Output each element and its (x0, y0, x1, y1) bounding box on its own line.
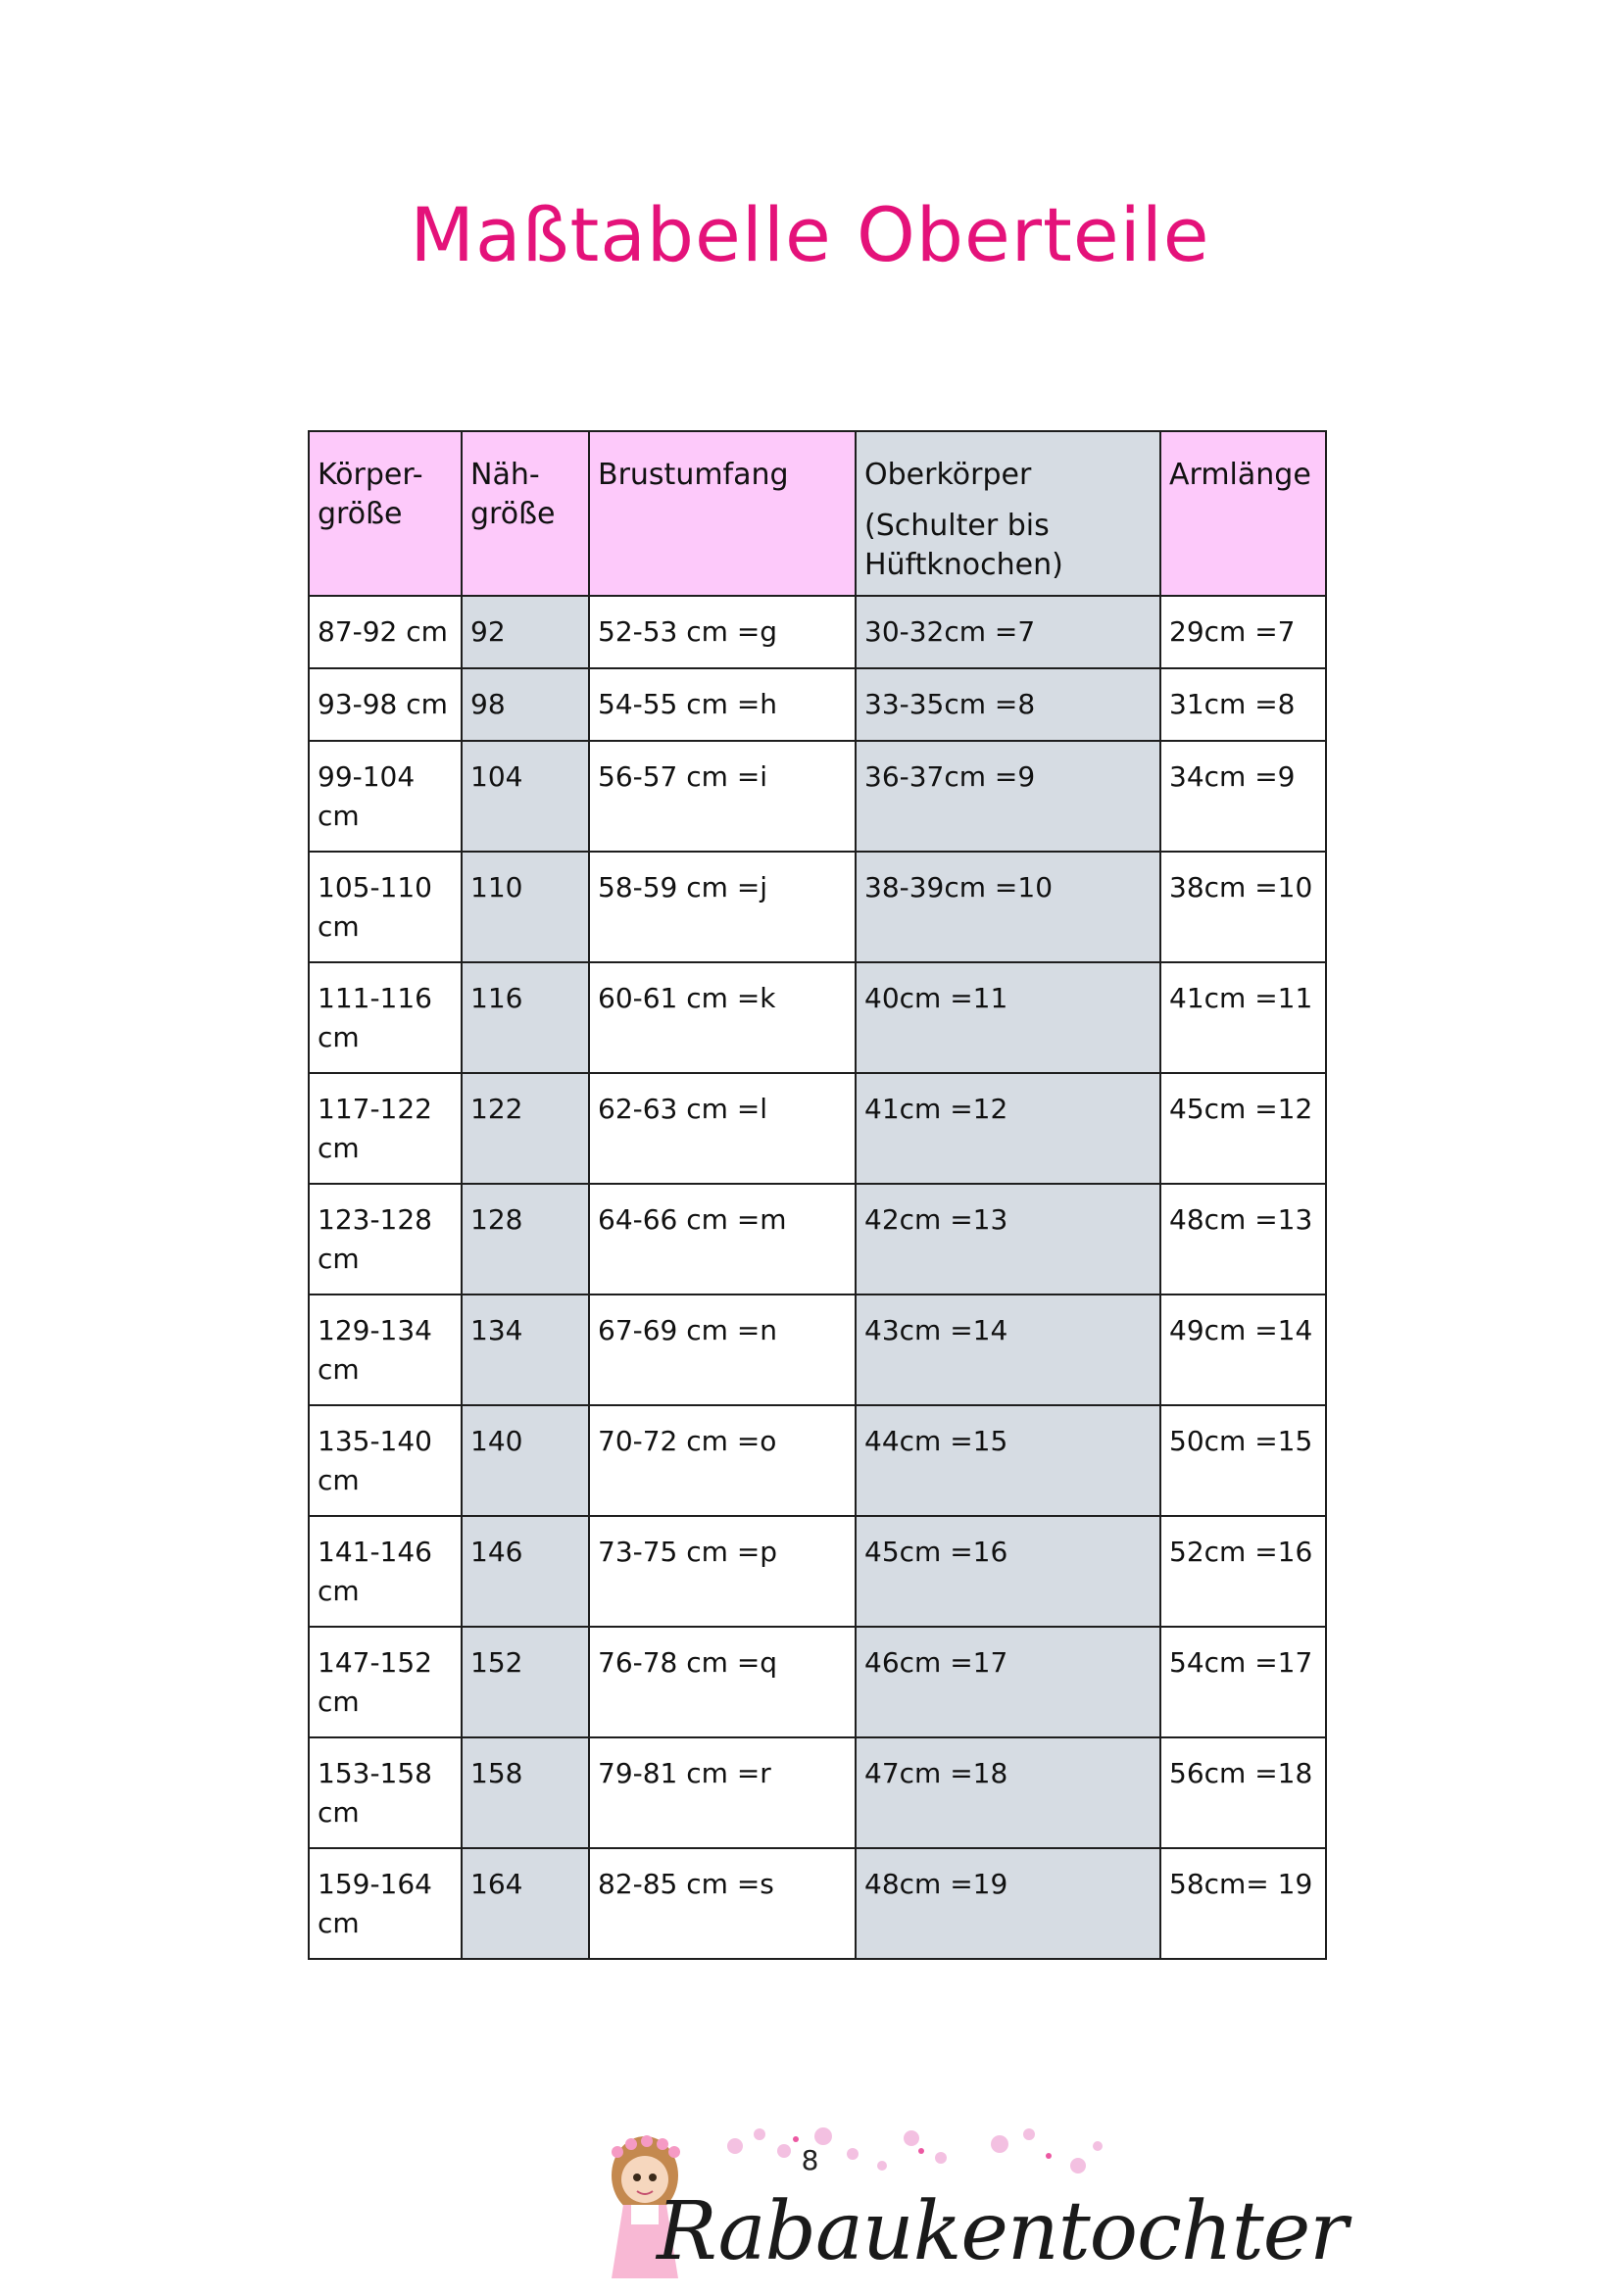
cell-ober: 45cm =16 (856, 1516, 1160, 1627)
cell-arm: 50cm =15 (1160, 1405, 1326, 1516)
cell-line: cm (318, 1907, 360, 1939)
cell-arm: 45cm =12 (1160, 1073, 1326, 1184)
cell-naeh: 104 (462, 741, 589, 852)
cell-koerper (309, 1405, 462, 1516)
page-number: 8 (801, 2144, 819, 2176)
cell-arm: 49cm =14 (1160, 1295, 1326, 1405)
cell-ober: 33-35cm =8 (856, 668, 1160, 741)
cell-koerper (309, 1848, 462, 1959)
cell-naeh: 146 (462, 1516, 589, 1627)
cell-brust: 73-75 cm =p (589, 1516, 856, 1627)
cell-ober: 46cm =17 (856, 1627, 1160, 1737)
table-row (309, 962, 1326, 1073)
cell-line: cm (318, 1685, 360, 1718)
cell-brust: 70-72 cm =o (589, 1405, 856, 1516)
cell-line: cm (318, 1464, 360, 1496)
table-row (309, 1073, 1326, 1184)
cell-line: 117-122 (318, 1093, 432, 1125)
cell-line: cm (318, 910, 360, 943)
table-row (309, 741, 1326, 852)
column-header (1160, 431, 1326, 596)
table-row (309, 1295, 1326, 1405)
cell-ober: 43cm =14 (856, 1295, 1160, 1405)
cell-line: 147-152 (318, 1646, 432, 1679)
cell-naeh: 92 (462, 596, 589, 668)
cell-line: 129-134 (318, 1314, 432, 1346)
cell-line: 105-110 (318, 871, 432, 904)
cell-brust: 52-53 cm =g (589, 596, 856, 668)
cell-koerper (309, 962, 462, 1073)
cell-naeh: 152 (462, 1627, 589, 1737)
table-row (309, 1516, 1326, 1627)
cell-brust: 64-66 cm =m (589, 1184, 856, 1295)
column-header-line: Armlänge (1169, 458, 1311, 492)
cell-brust: 56-57 cm =i (589, 741, 856, 852)
table-row (309, 668, 1326, 741)
column-header-line: größe (470, 497, 556, 531)
column-header-line: Näh- (470, 458, 540, 492)
cell-ober: 47cm =18 (856, 1737, 1160, 1848)
cell-koerper (309, 1295, 462, 1405)
cell-koerper (309, 596, 462, 668)
cell-brust: 54-55 cm =h (589, 668, 856, 741)
cell-naeh: 122 (462, 1073, 589, 1184)
cell-ober: 40cm =11 (856, 962, 1160, 1073)
cell-brust: 62-63 cm =l (589, 1073, 856, 1184)
cell-koerper (309, 1073, 462, 1184)
page-title: Maßtabelle Oberteile (410, 191, 1210, 278)
cell-koerper (309, 852, 462, 962)
cell-naeh: 164 (462, 1848, 589, 1959)
table-row (309, 1737, 1326, 1848)
cell-line: 141-146 (318, 1536, 432, 1568)
cell-line: cm (318, 1575, 360, 1607)
cell-koerper (309, 668, 462, 741)
cell-koerper (309, 1737, 462, 1848)
cell-line: 153-158 (318, 1757, 432, 1789)
cell-brust: 82-85 cm =s (589, 1848, 856, 1959)
cell-arm: 58cm= 19 (1160, 1848, 1326, 1959)
cell-brust: 58-59 cm =j (589, 852, 856, 962)
cell-ober: 30-32cm =7 (856, 596, 1160, 668)
cell-ober: 36-37cm =9 (856, 741, 1160, 852)
cell-line: 123-128 (318, 1203, 432, 1236)
cell-ober: 41cm =12 (856, 1073, 1160, 1184)
cell-brust: 60-61 cm =k (589, 962, 856, 1073)
cell-line: cm (318, 1021, 360, 1053)
cell-brust: 76-78 cm =q (589, 1627, 856, 1737)
cell-ober: 42cm =13 (856, 1184, 1160, 1295)
cell-arm: 54cm =17 (1160, 1627, 1326, 1737)
cell-line: cm (318, 1796, 360, 1829)
cell-line: 111-116 (318, 982, 432, 1014)
table-row (309, 852, 1326, 962)
cell-naeh: 158 (462, 1737, 589, 1848)
cell-line: 159-164 (318, 1868, 432, 1900)
cell-brust: 79-81 cm =r (589, 1737, 856, 1848)
column-header (589, 431, 856, 596)
cell-line: cm (318, 800, 360, 832)
cell-naeh: 128 (462, 1184, 589, 1295)
column-header-line: Brustumfang (598, 458, 789, 492)
table-row (309, 1848, 1326, 1959)
cell-arm: 41cm =11 (1160, 962, 1326, 1073)
cell-arm: 31cm =8 (1160, 668, 1326, 741)
column-header-line: Körper- (318, 458, 423, 492)
column-header (309, 431, 462, 596)
table-row (309, 1405, 1326, 1516)
column-header-line: Hüftknochen) (864, 548, 1063, 582)
cell-line: cm (318, 1353, 360, 1386)
table-row (309, 1627, 1326, 1737)
table-row (309, 1184, 1326, 1295)
cell-arm: 29cm =7 (1160, 596, 1326, 668)
cell-ober: 38-39cm =10 (856, 852, 1160, 962)
cell-naeh: 134 (462, 1295, 589, 1405)
column-header (856, 431, 1160, 596)
cell-line: 99-104 (318, 760, 416, 793)
cell-koerper (309, 1184, 462, 1295)
cell-line: cm (318, 1243, 360, 1275)
cell-naeh: 140 (462, 1405, 589, 1516)
cell-arm: 38cm =10 (1160, 852, 1326, 962)
brand-logo (588, 2107, 1348, 2292)
cell-brust: 67-69 cm =n (589, 1295, 856, 1405)
cell-arm: 34cm =9 (1160, 741, 1326, 852)
cell-koerper (309, 741, 462, 852)
cell-arm: 48cm =13 (1160, 1184, 1326, 1295)
cell-naeh: 116 (462, 962, 589, 1073)
column-header-line: größe (318, 497, 403, 531)
column-header-line: Oberkörper (864, 458, 1032, 492)
cell-naeh: 98 (462, 668, 589, 741)
cell-line: 87-92 cm (318, 615, 448, 648)
cell-arm: 52cm =16 (1160, 1516, 1326, 1627)
table-row (309, 596, 1326, 668)
cell-ober: 44cm =15 (856, 1405, 1160, 1516)
cell-koerper (309, 1516, 462, 1627)
cell-line: 93-98 cm (318, 688, 448, 720)
cell-koerper (309, 1627, 462, 1737)
cell-line: 135-140 (318, 1425, 432, 1457)
size-table (308, 430, 1327, 1960)
cell-arm: 56cm =18 (1160, 1737, 1326, 1848)
brand-name: Rabaukentochter (657, 2185, 1348, 2278)
column-header-line: (Schulter bis (864, 509, 1050, 543)
cell-line: cm (318, 1132, 360, 1164)
cell-ober: 48cm =19 (856, 1848, 1160, 1959)
column-header (462, 431, 589, 596)
table-header-row (309, 431, 1326, 596)
cell-naeh: 110 (462, 852, 589, 962)
